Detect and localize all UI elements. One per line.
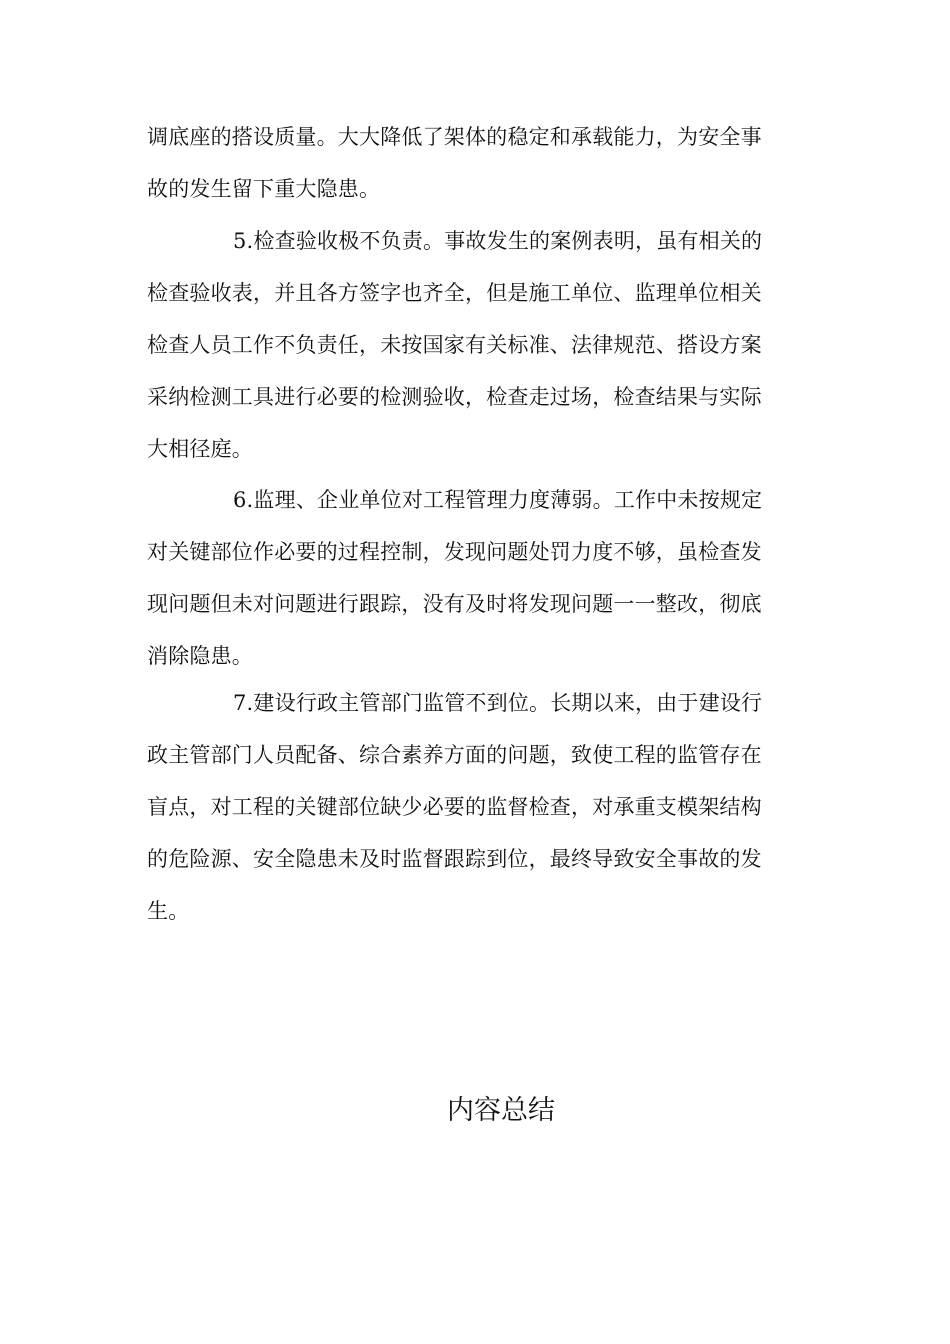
paragraph-7-start: 7.建设行政主管部门监管不到位。长期以来，由于建设行	[233, 691, 763, 715]
text-line: 检查验收表，并且各方签字也齐全，但是施工单位、监理单位相关	[147, 281, 762, 305]
text-line: 故的发生留下重大隐患。	[147, 177, 381, 201]
text-line: 消除隐患。	[147, 644, 253, 668]
text-line: 调底座的搭设质量。大大降低了架体的稳定和承载能力，为安全事	[147, 125, 762, 149]
text-line: 盲点，对工程的关键部位缺少必要的监督检查，对承重支模架结构	[147, 795, 762, 819]
text-line: 生。	[147, 899, 190, 923]
paragraph-6-start: 6.监理、企业单位对工程管理力度薄弱。工作中未按规定	[233, 488, 763, 512]
text-line: 检查人员工作不负责任，未按国家有关标准、法律规范、搭设方案	[147, 333, 762, 357]
text-line: 大相径庭。	[147, 437, 253, 461]
text-line: 的危险源、安全隐患未及时监督跟踪到位，最终导致安全事故的发	[147, 847, 762, 871]
summary-heading: 内容总结	[447, 1095, 555, 1126]
text-line: 现问题但未对问题进行跟踪，没有及时将发现问题一一整改，彻底	[147, 592, 762, 616]
text-line: 政主管部门人员配备、综合素养方面的问题，致使工程的监管存在	[147, 743, 762, 767]
text-line: 采纳检测工具进行必要的检测验收，检查走过场，检查结果与实际	[147, 385, 762, 409]
paragraph-5-start: 5.检查验收极不负责。事故发生的案例表明，虽有相关的	[233, 229, 763, 253]
text-line: 对关键部位作必要的过程控制，发现问题处罚力度不够，虽检查发	[147, 540, 762, 564]
